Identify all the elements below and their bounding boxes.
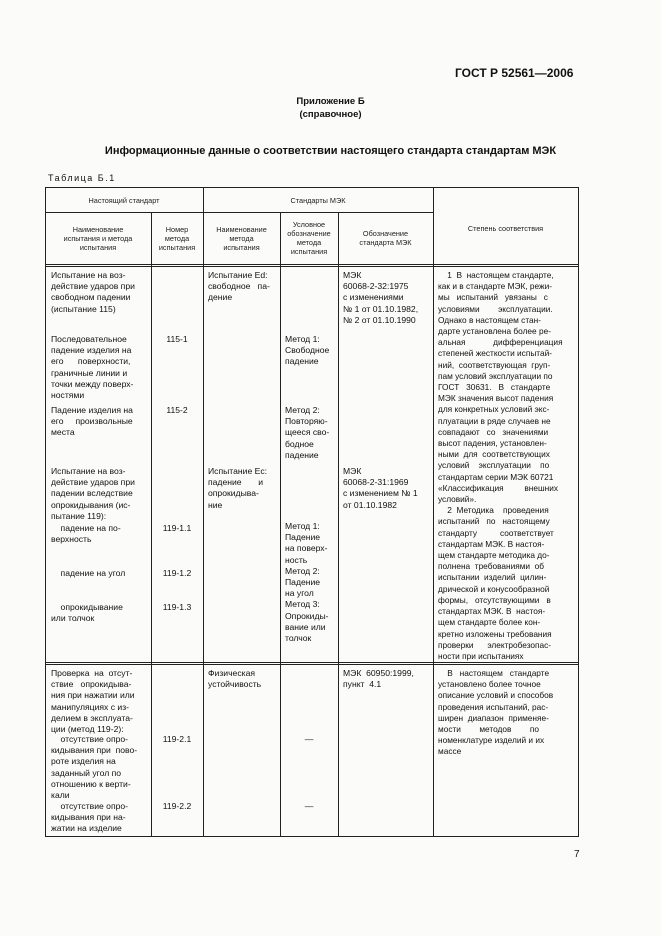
row2-no-topple-rotation: отсутствие опро- кидывания при пово- роте изделия на заданный угол по отношению к верти- кали xyxy=(51,734,138,801)
row1-random-drop: Падение изделия на его произвольные места xyxy=(51,405,133,438)
annex-subtitle: (справочное) xyxy=(299,109,362,120)
row2-des-dash-2: — xyxy=(304,801,314,811)
table-label: Таблица Б.1 xyxy=(48,173,116,183)
col-header-degree: Степень соответствия xyxy=(467,224,544,233)
row1-topple-test: Испытание на воз- действие ударов при падении вследствие опрокидывания (ис- пытание 119): xyxy=(51,466,135,521)
row1-iec-methods-1-3: Метод 1: Падение на поверх- ность Метод 2: Падение на угол Метод 3: Опрокиды- вание или толчок xyxy=(285,521,329,644)
row1-degree-of-compliance: 1 В настоящем стандарте, как и в стандарте МЭК, режи- мы испытаний увязаны с условиями эксплуатации. Однако в настоящем стан- дарте установлена более ре- альная дифференциация степеней жесткости испытай- ний, соответствующая груп- пам условий эксплуатации по ГОСТ 30631. В стандарте МЭК значения высот падения для конкретных условий экс- плуатации в ряде случаев не совпадают со значениями высот падения, установлен- ными для соответствующих условий эксплуатации по стандартам серии МЭК 60721 «Классификация внешних условий». 2 Методика проведения испытаний по настоящему стандарту соответствует стандартам МЭК. В настоя- щем стандарте методика до- полнена требованиями об испытании изделий цилин- дрической и конусообразной формы, отсутствующими в стандартах МЭК. В настоя- щем стандарте более кон- кретно изложены требования проверки электробезопас- ности при испытаниях xyxy=(438,270,563,661)
row1-fall-surface: падение на по- верхность xyxy=(51,523,121,545)
row2-des-dash-1: — xyxy=(304,734,314,744)
row2-num-119-2-1: 119-2.1 xyxy=(162,734,192,744)
header-iec-standards: Стандарты МЭК xyxy=(290,196,346,205)
row1-iec-standard-60068-2-32: МЭК 60068-2-32:1975 с изменениями № 1 от 01.10.1982, № 2 от 01.10.1990 xyxy=(343,270,419,325)
document-code: ГОСТ Р 52561—2006 xyxy=(455,66,574,80)
row1-num-115-2: 115-2 xyxy=(166,405,188,415)
section-title: Информационные данные о соответствии настоящего стандарта стандартам МЭК xyxy=(104,145,557,157)
col-header-iec-designation: Условное обозначение метода испытания xyxy=(287,220,331,256)
row1-sequential-drop: Последовательное падение изделия на его поверхности, граничные линии и точки между поверх- ностями xyxy=(51,334,134,401)
annex-title: Приложение Б xyxy=(296,96,365,107)
row2-no-topple-press: отсутствие опро- кидывания при на- жатии на изделие xyxy=(51,801,129,834)
col-header-iec-method-name: Наименование метода испытания xyxy=(216,225,267,252)
row1-fall-corner: падение на угол xyxy=(51,568,126,578)
col-header-iec-standard: Обозначение стандарта МЭК xyxy=(359,229,412,247)
row1-topple-push: опрокидывание или толчок xyxy=(51,602,123,624)
row1-iec-standard-60068-2-31: МЭК 60068-2-31:1969 с изменением № 1 от 01.10.1982 xyxy=(343,466,418,510)
row1-iec-test-ed: Испытание Ed: свободное па- дение xyxy=(208,270,270,303)
row1-iec-test-ec: Испытание Ec: падение и опрокидыва- ние xyxy=(208,466,268,510)
row1-num-119-1-1: 119-1.1 xyxy=(162,523,192,533)
row1-iec-method-2: Метод 2: Повторяю- щееся сво- бодное падение xyxy=(285,405,330,460)
row2-iec-physical-stability: Физическая устойчивость xyxy=(208,668,262,690)
row2-num-119-2-2: 119-2.2 xyxy=(162,801,192,811)
row1-num-115-1: 115-1 xyxy=(166,334,188,344)
header-this-standard: Настоящий стандарт xyxy=(88,196,160,205)
row1-test-drop: Испытание на воз- действие ударов при свободном падении (испытание 115) xyxy=(51,270,135,314)
row2-iec-standard-60950: МЭК 60950:1999, пункт 4.1 xyxy=(343,668,414,690)
row2-stability-check: Проверка на отсут- ствие опрокидыва- ния при нажатии или манипуляциях с из- делием в эксплуата- ции (метод 119-2): xyxy=(51,668,135,735)
row1-num-119-1-3: 119-1.3 xyxy=(162,602,192,612)
row1-num-119-1-2: 119-1.2 xyxy=(162,568,192,578)
page-number: 7 xyxy=(574,849,580,860)
row1-iec-method-1: Метод 1: Свободное падение xyxy=(285,334,330,367)
col-header-name-method: Наименование испытания и метода испытания xyxy=(63,225,133,252)
row2-degree-of-compliance: В настоящем стандарте установлено более точное описание условий и способов проведения испытаний, рас- ширен диапазон применяе- мости методов по номенклатуре изделий и их массе xyxy=(438,668,554,757)
col-header-method-number: Номер метода испытания xyxy=(158,225,196,252)
